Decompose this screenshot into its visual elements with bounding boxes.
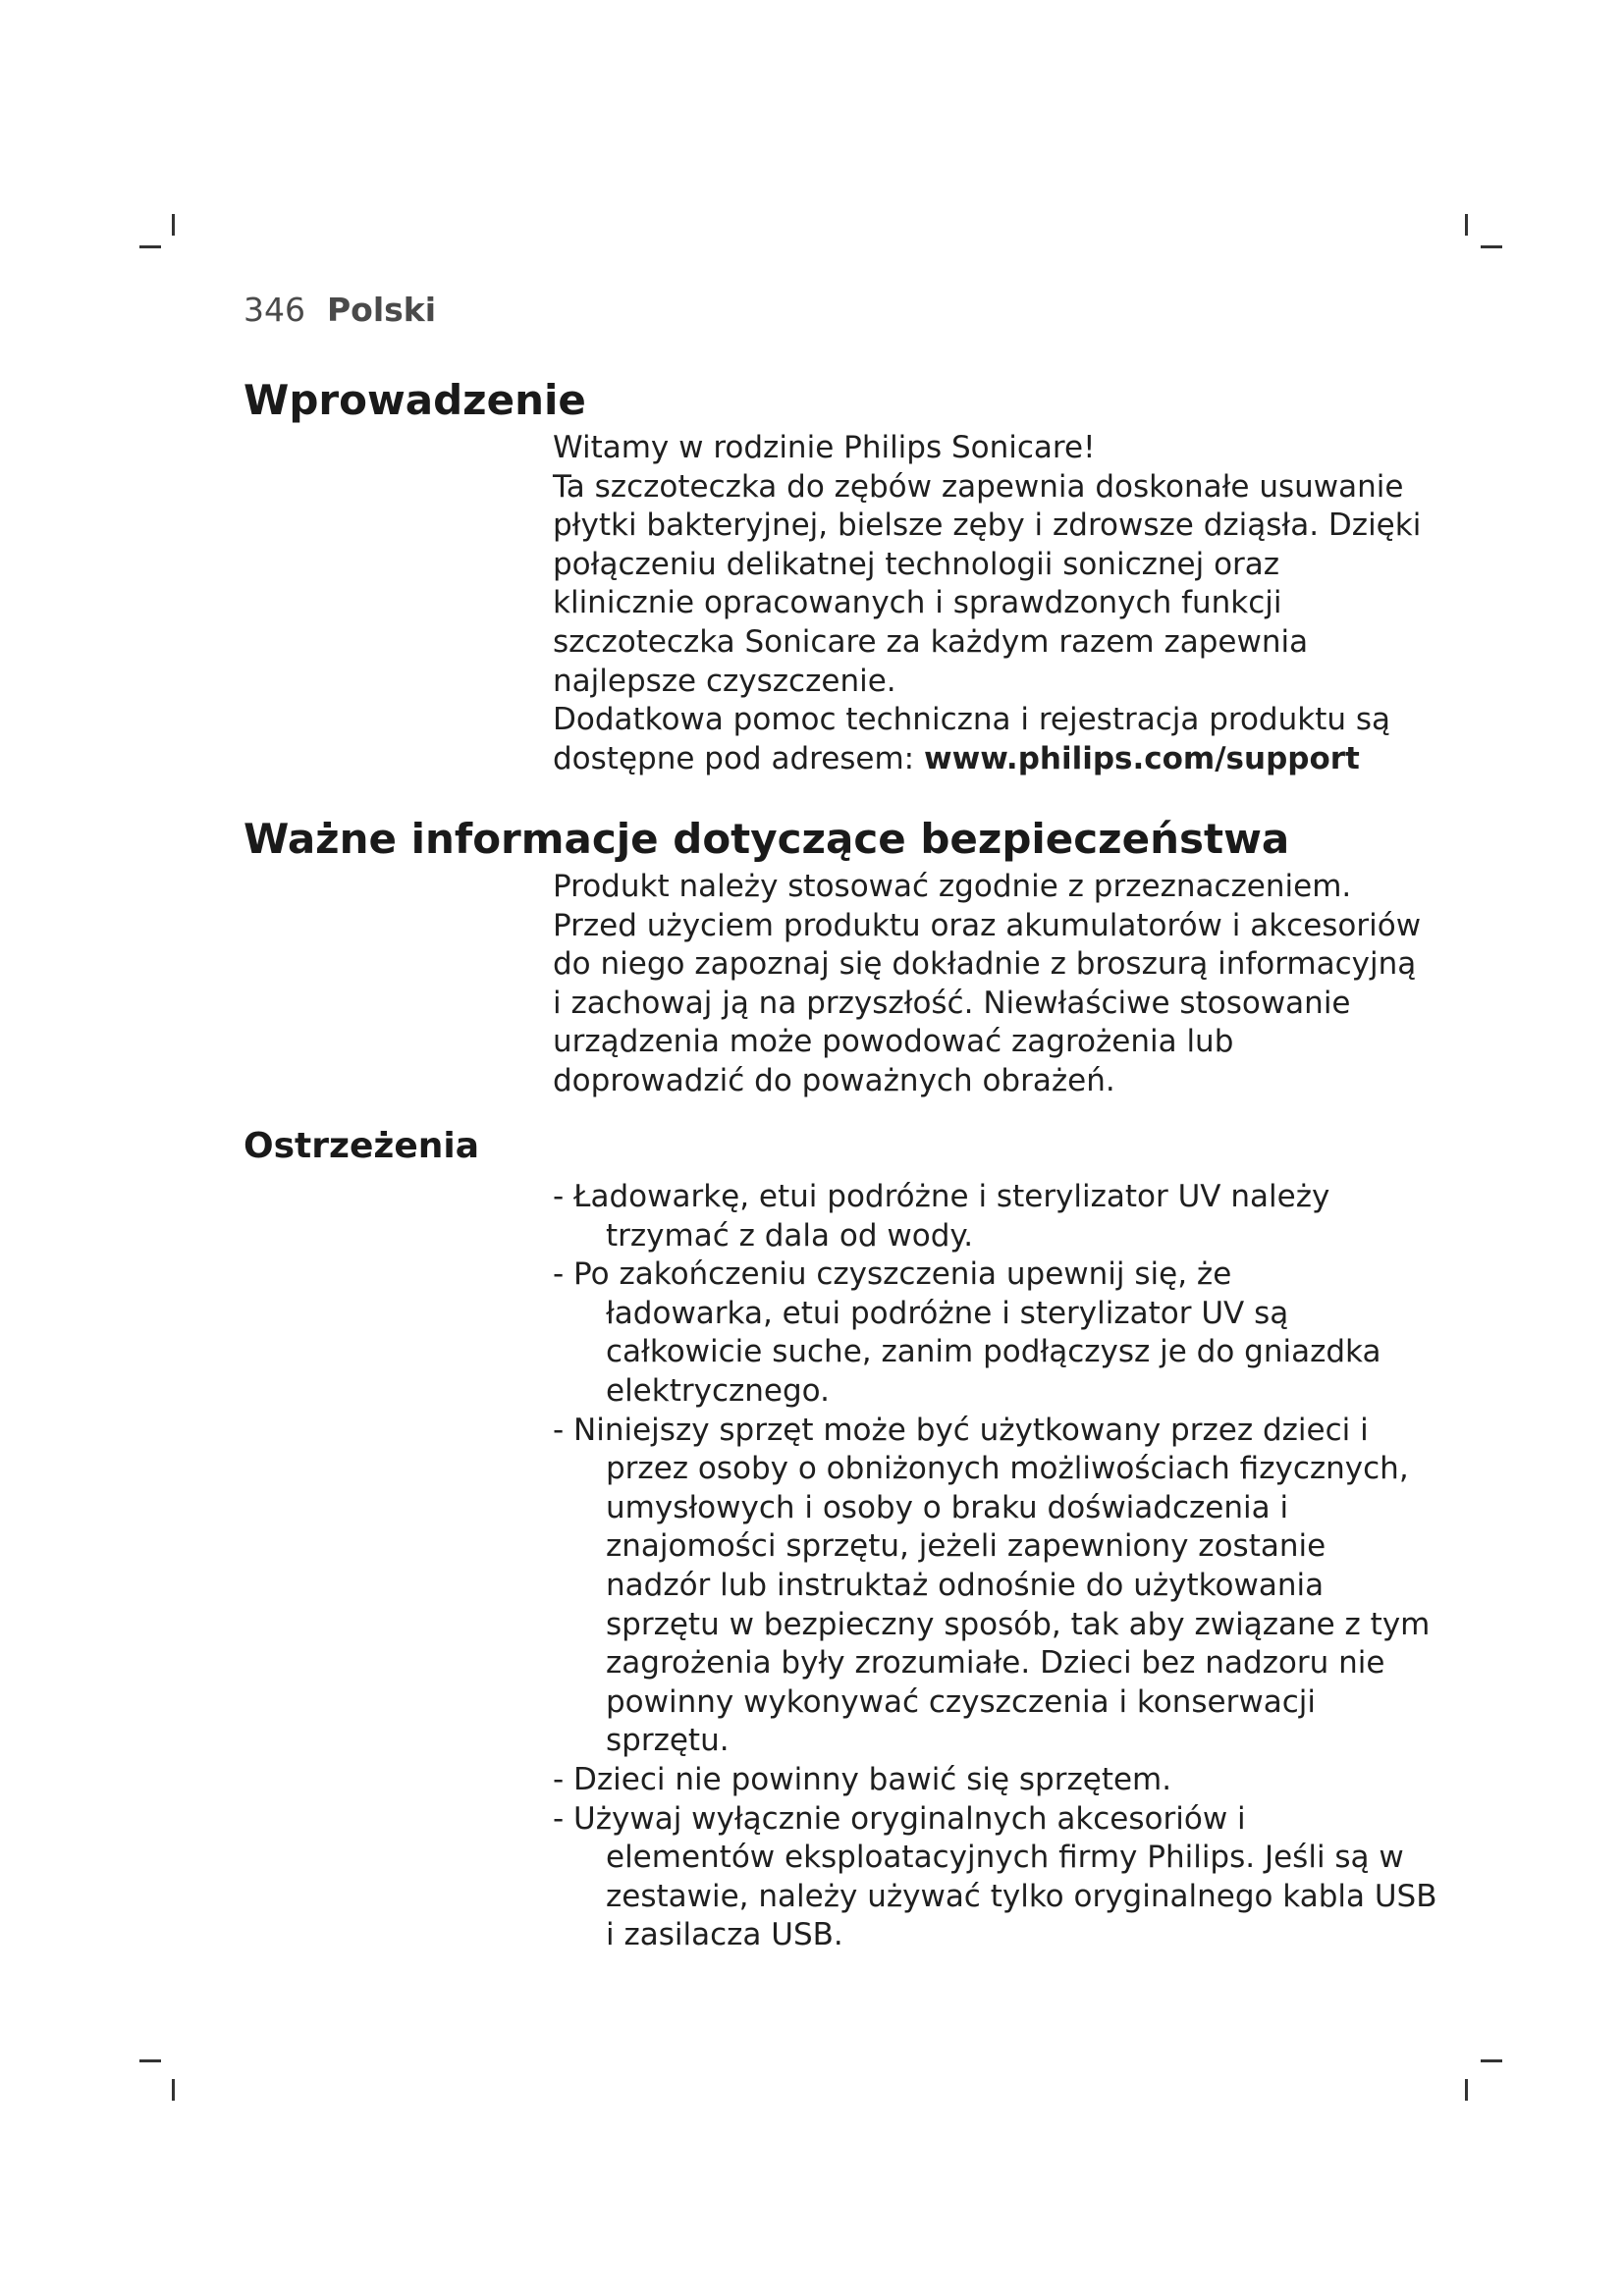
list-item <box>553 1178 1417 1255</box>
list-item-line: zestawie, należy używać tylko oryginalnego kabla USB <box>606 1878 1437 1914</box>
section-title-warnings: Ostrzeżenia <box>244 1126 479 1166</box>
section-title-safety: Ważne informacje dotyczące bezpieczeństwa <box>244 815 1290 863</box>
list-item-line: - Ładowarkę, etui podróżne i sterylizator UV należy <box>553 1179 1330 1214</box>
list-item-line: sprzętu w bezpieczny sposób, tak aby związane z tym <box>606 1606 1431 1642</box>
list-item <box>553 1761 1417 1800</box>
running-header <box>244 291 436 330</box>
list-item-line: i zasilacza USB. <box>606 1917 843 1953</box>
crop-mark-bottom-left-vertical <box>172 2079 175 2101</box>
list-item-line: znajomości sprzętu, jeżeli zapewniony zostanie <box>606 1528 1326 1565</box>
intro-line: szczoteczka Sonicare za każdym razem zapewnia <box>553 623 1309 660</box>
list-item <box>553 1800 1437 1955</box>
crop-mark-top-left-horizontal <box>139 245 161 248</box>
header-language: Polski <box>327 291 437 329</box>
list-item-line: trzymać z dala od wody. <box>606 1217 974 1254</box>
safety-line: Produkt należy stosować zgodnie z przeznaczeniem. <box>553 869 1352 904</box>
list-item-line: - Po zakończeniu czyszczenia upewnij się, że <box>553 1256 1232 1293</box>
intro-line: klinicznie opracowanych i sprawdzonych funkcji <box>553 585 1282 621</box>
intro-line: połączeniu delikatnej technologii sonicznej oraz <box>553 546 1280 582</box>
list-item-line: elementów eksploatacyjnych firmy Philips. Jeśli są w <box>606 1840 1404 1876</box>
intro-body <box>553 429 1422 778</box>
crop-mark-top-right-horizontal <box>1481 245 1502 248</box>
list-item-line: umysłowych i osoby o braku doświadczenia i <box>606 1489 1289 1525</box>
list-item <box>553 1255 1417 1411</box>
safety-line: i zachowaj ją na przyszłość. Niewłaściwe stosowanie <box>553 985 1351 1021</box>
intro-url-prefix: dostępne pod adresem: <box>553 740 924 776</box>
safety-line: urządzenia może powodować zagrożenia lub <box>553 1024 1234 1060</box>
list-item-line: przez osoby o obniżonych możliwościach fizycznych, <box>606 1451 1409 1487</box>
warnings-list <box>553 1178 1437 1955</box>
list-item <box>553 1412 1431 1761</box>
list-item-line: powinny wykonywać czyszczenia i konserwacji <box>606 1683 1316 1720</box>
intro-line-with-url <box>553 740 1417 779</box>
crop-mark-bottom-right-horizontal <box>1481 2059 1502 2062</box>
list-item-line: elektrycznego. <box>606 1372 830 1409</box>
support-url-link[interactable]: www.philips.com/support <box>923 740 1360 776</box>
intro-line: Dodatkowa pomoc techniczna i rejestracja produktu są <box>553 702 1391 738</box>
intro-line: płytki bakteryjnej, bielsze zęby i zdrowsze dziąsła. Dzięki <box>553 507 1422 544</box>
list-item-line: całkowicie suche, zanim podłączysz je do gniazdka <box>606 1334 1381 1370</box>
crop-mark-bottom-right-vertical <box>1465 2079 1468 2101</box>
crop-mark-top-left-vertical <box>172 214 175 236</box>
list-item-line: sprzętu. <box>606 1723 730 1759</box>
intro-line: najlepsze czyszczenie. <box>553 663 896 699</box>
safety-line: Przed użyciem produktu oraz akumulatorów i akcesoriów <box>553 907 1422 943</box>
list-item-line: - Niniejszy sprzęt może być użytkowany przez dzieci i <box>553 1412 1369 1448</box>
intro-line: Ta szczoteczka do zębów zapewnia doskonałe usuwanie <box>553 468 1404 505</box>
list-item-line: - Dzieci nie powinny bawić się sprzętem. <box>553 1761 1172 1797</box>
crop-mark-bottom-left-horizontal <box>139 2059 161 2062</box>
intro-line: Witamy w rodzinie Philips Sonicare! <box>553 430 1096 465</box>
section-title-intro: Wprowadzenie <box>244 376 586 424</box>
list-item-line: zagrożenia były zrozumiałe. Dzieci bez nadzoru nie <box>606 1645 1385 1682</box>
list-item-line: nadzór lub instruktaż odnośnie do użytkowania <box>606 1567 1325 1603</box>
safety-line: do niego zapoznaj się dokładnie z broszurą informacyjną <box>553 946 1417 983</box>
list-item-line: ładowarka, etui podróżne i sterylizator UV są <box>606 1295 1289 1331</box>
list-item-line: - Używaj wyłącznie oryginalnych akcesoriów i <box>553 1800 1246 1837</box>
crop-mark-top-right-vertical <box>1465 214 1468 236</box>
safety-body <box>553 868 1422 1101</box>
safety-line: doprowadzić do poważnych obrażeń. <box>553 1062 1115 1098</box>
page-number: 346 <box>244 291 305 329</box>
